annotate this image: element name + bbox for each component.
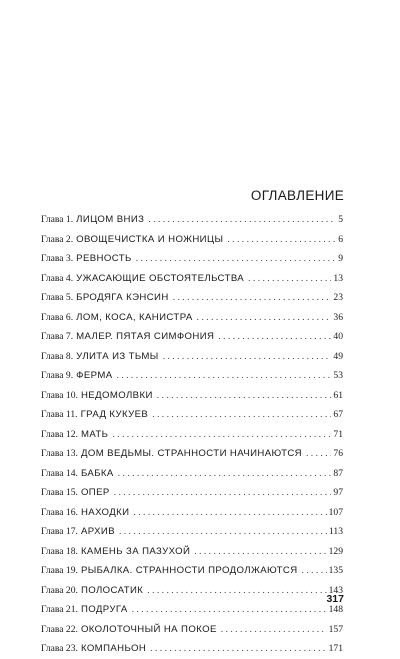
chapter-page-number: 135 xyxy=(328,565,343,576)
toc-entry xyxy=(41,542,343,562)
toc-entry xyxy=(41,347,343,367)
chapter-page-number: 36 xyxy=(333,311,343,323)
dot-leader xyxy=(163,347,332,367)
chapter-title: УЖАСАЮЩИЕ ОБСТОЯТЕЛЬСТВА xyxy=(76,272,245,284)
chapter-title: РЕВНОСТЬ xyxy=(76,253,132,264)
chapter-number: Глава 4. xyxy=(41,272,74,284)
dot-leader xyxy=(173,288,332,308)
chapter-title: УЛИТА ИЗ ТЬМЫ xyxy=(76,350,159,362)
chapter-number: Глава 22. xyxy=(41,623,78,635)
chapter-title: АРХИВ xyxy=(80,526,115,537)
chapter-title: ГРАД КУКУЕВ xyxy=(80,409,149,420)
toc-title: ОГЛАВЛЕНИЕ xyxy=(250,188,344,203)
chapter-number: Глава 16. xyxy=(41,506,78,518)
chapter-title: ПОЛОСАТИК xyxy=(80,584,144,596)
chapter-number: Глава 2. xyxy=(41,233,74,245)
chapter-title: МАТЬ xyxy=(80,428,109,440)
chapter-number: Глава 15. xyxy=(41,487,78,498)
toc-entry xyxy=(41,464,343,484)
dot-leader xyxy=(221,620,327,640)
chapter-page-number: 129 xyxy=(328,545,343,557)
dot-leader xyxy=(302,561,327,581)
chapter-number: Глава 19. xyxy=(41,565,78,576)
chapter-page-number: 40 xyxy=(333,331,343,342)
chapter-number: Глава 23. xyxy=(41,643,78,654)
dot-leader xyxy=(147,581,326,601)
chapter-page-number: 143 xyxy=(328,584,343,596)
dot-leader xyxy=(114,483,332,503)
chapter-title: ФЕРМА xyxy=(76,370,113,381)
toc-entry xyxy=(41,269,343,289)
toc-entry xyxy=(41,522,343,542)
chapter-title: ДОМ ВЕДЬМЫ. СТРАННОСТИ НАЧИНАЮТСЯ xyxy=(80,448,302,459)
chapter-number: Глава 9. xyxy=(41,370,74,381)
chapter-page-number: 5 xyxy=(338,214,343,225)
toc-entry xyxy=(41,620,343,640)
chapter-page-number: 157 xyxy=(328,623,343,635)
toc-entry xyxy=(41,483,343,503)
chapter-number: Глава 8. xyxy=(41,350,74,362)
chapter-number: Глава 14. xyxy=(41,467,78,479)
toc-entry xyxy=(41,288,343,308)
chapter-number: Глава 10. xyxy=(41,389,78,401)
toc-entry xyxy=(41,503,343,523)
dot-leader xyxy=(112,425,331,445)
chapter-page-number: 113 xyxy=(328,526,343,537)
dot-leader xyxy=(118,464,332,484)
chapter-number: Глава 21. xyxy=(41,604,78,615)
dot-leader xyxy=(227,230,336,250)
dot-leader xyxy=(306,444,331,464)
chapter-page-number: 23 xyxy=(333,292,343,303)
chapter-title: ПОДРУГА xyxy=(80,604,128,615)
toc-entry xyxy=(41,600,343,620)
toc-entry xyxy=(41,210,343,230)
dot-leader xyxy=(152,405,331,425)
toc-entry xyxy=(41,405,343,425)
chapter-page-number: 53 xyxy=(333,370,343,381)
toc-entry xyxy=(41,308,343,328)
chapter-page-number: 6 xyxy=(338,233,343,245)
toc-entry xyxy=(41,639,343,659)
dot-leader xyxy=(132,600,327,620)
chapter-title: НЕДОМОЛВКИ xyxy=(80,389,153,401)
chapter-number: Глава 5. xyxy=(41,292,74,303)
chapter-number: Глава 13. xyxy=(41,448,78,459)
toc-entry xyxy=(41,561,343,581)
chapter-number: Глава 7. xyxy=(41,331,74,342)
toc-entry xyxy=(41,581,343,601)
chapter-number: Глава 12. xyxy=(41,428,78,440)
chapter-title: БАБКА xyxy=(80,467,114,479)
chapter-title: РЫБАЛКА. СТРАННОСТИ ПРОДОЛЖАЮТСЯ xyxy=(80,565,298,576)
dot-leader xyxy=(194,542,326,562)
dot-leader xyxy=(148,210,336,230)
toc-entry xyxy=(41,249,343,269)
dot-leader xyxy=(150,639,326,659)
dot-leader xyxy=(117,366,332,386)
chapter-title: ЛОМ, КОСА, КАНИСТРА xyxy=(76,311,193,323)
chapter-title: МАЛЕР. ПЯТАЯ СИМФОНИЯ xyxy=(76,331,215,342)
chapter-page-number: 61 xyxy=(333,389,343,401)
toc-list xyxy=(41,210,343,659)
dot-leader xyxy=(133,503,326,523)
chapter-number: Глава 18. xyxy=(41,545,78,557)
chapter-title: НАХОДКИ xyxy=(80,506,130,518)
chapter-title: ОКОЛОТОЧНЫЙ НА ПОКОЕ xyxy=(80,623,217,635)
chapter-page-number: 171 xyxy=(328,643,343,654)
chapter-page-number: 107 xyxy=(328,506,343,518)
chapter-number: Глава 6. xyxy=(41,311,74,323)
chapter-page-number: 9 xyxy=(338,253,343,264)
toc-entry xyxy=(41,230,343,250)
toc-entry xyxy=(41,366,343,386)
chapter-page-number: 148 xyxy=(328,604,343,615)
chapter-number: Глава 17. xyxy=(41,526,78,537)
toc-entry xyxy=(41,327,343,347)
chapter-title: ОВОЩЕЧИСТКА И НОЖНИЦЫ xyxy=(76,233,224,245)
chapter-number: Глава 1. xyxy=(41,214,74,225)
chapter-number: Глава 3. xyxy=(41,253,74,264)
chapter-title: КОМПАНЬОН xyxy=(80,643,147,654)
toc-entry xyxy=(41,444,343,464)
toc-entry xyxy=(41,425,343,445)
chapter-page-number: 97 xyxy=(333,487,343,498)
page-number: 317 xyxy=(326,593,344,605)
dot-leader xyxy=(136,249,337,269)
dot-leader xyxy=(119,522,327,542)
chapter-page-number: 49 xyxy=(333,350,343,362)
dot-leader xyxy=(218,327,331,347)
toc-entry xyxy=(41,386,343,406)
dot-leader xyxy=(157,386,332,406)
dot-leader xyxy=(197,308,332,328)
chapter-title: КАМЕНЬ ЗА ПАЗУХОЙ xyxy=(80,545,191,557)
chapter-page-number: 13 xyxy=(333,272,343,284)
chapter-page-number: 71 xyxy=(333,428,343,440)
chapter-number: Глава 11. xyxy=(41,409,78,420)
chapter-title: ЛИЦОМ ВНИЗ xyxy=(76,214,145,225)
chapter-number: Глава 20. xyxy=(41,584,78,596)
chapter-page-number: 76 xyxy=(333,448,343,459)
chapter-title: ОПЕР xyxy=(80,487,110,498)
chapter-title: БРОДЯГА КЭНСИН xyxy=(76,292,169,303)
dot-leader xyxy=(248,269,331,289)
chapter-page-number: 87 xyxy=(333,467,343,479)
chapter-page-number: 67 xyxy=(333,409,343,420)
